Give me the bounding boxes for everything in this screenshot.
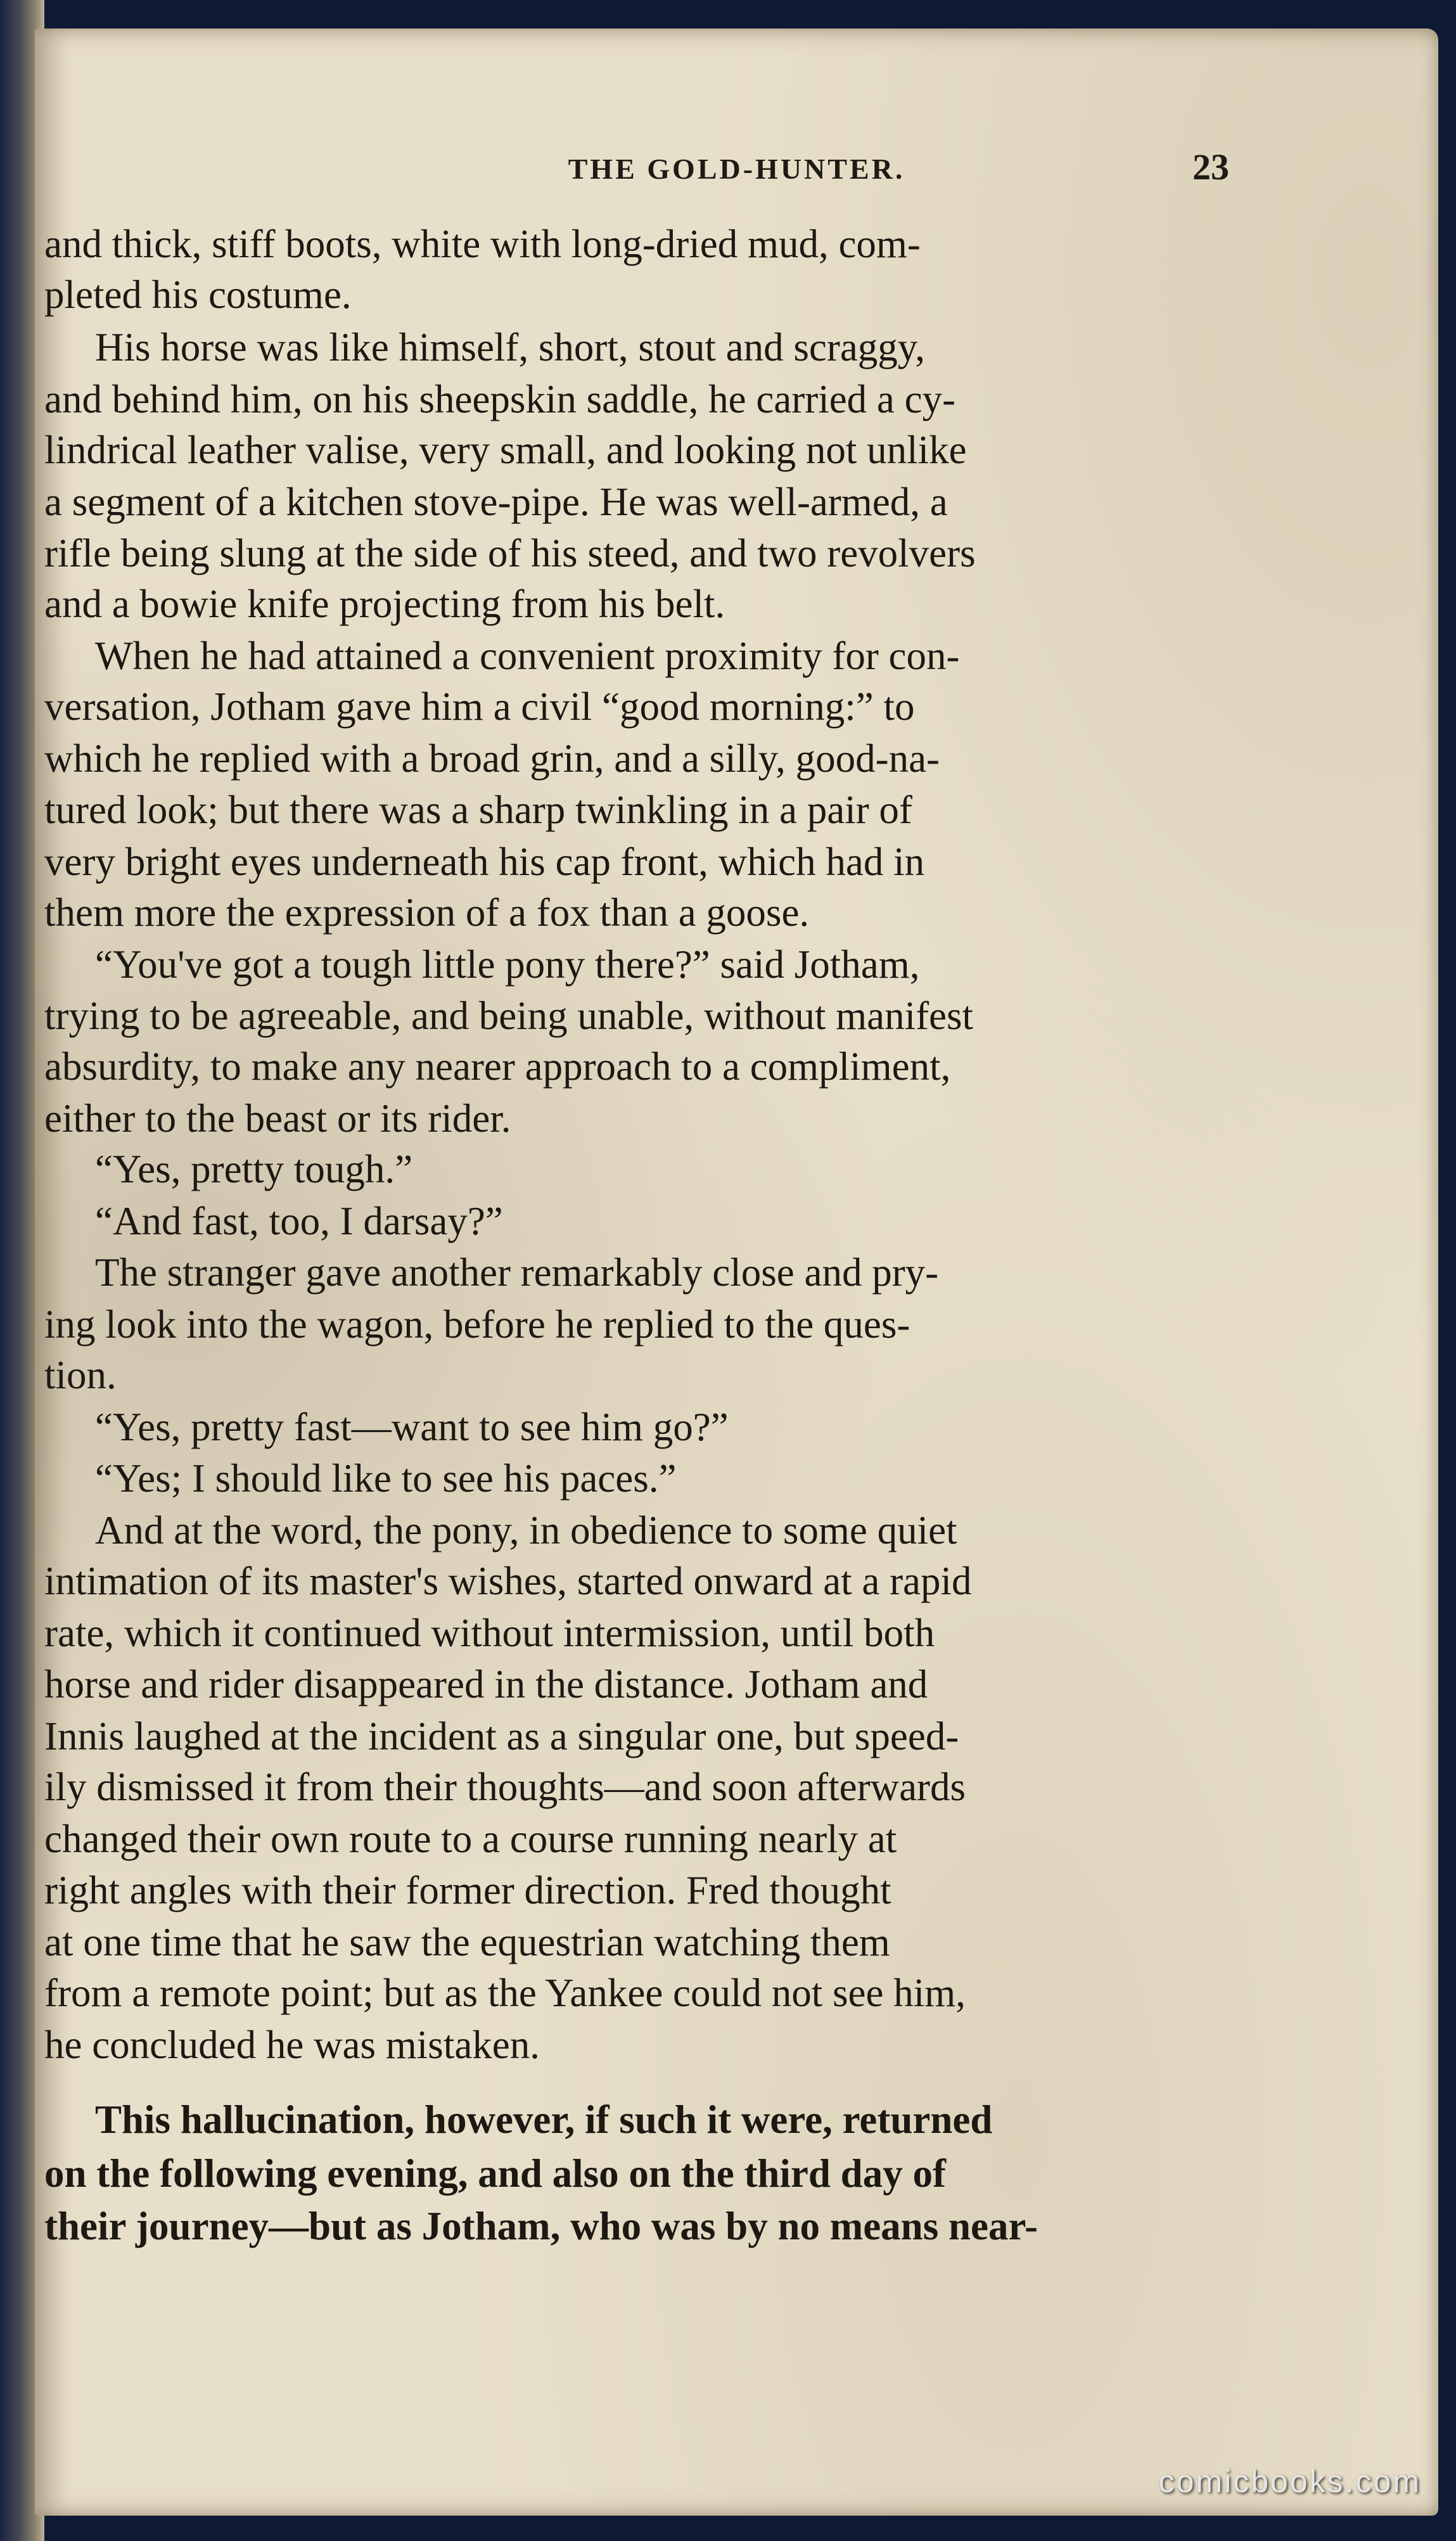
- text-line: he concluded he was mistaken.: [44, 2023, 540, 2067]
- text-line: “Yes, pretty fast—want to see him go?”: [95, 1405, 729, 1449]
- text-line: very bright eyes underneath his cap front, which had in: [44, 840, 925, 884]
- text-line: Innis laughed at the incident as a singular one, but speed-: [44, 1714, 959, 1758]
- text-line: absurdity, to make any nearer approach to a compliment,: [44, 1044, 951, 1089]
- text-line: either to the beast or its rider.: [44, 1096, 511, 1141]
- text-line: lindrical leather valise, very small, and looking not unlike: [44, 428, 967, 472]
- text-line: changed their own route to a course running nearly at: [44, 1817, 897, 1861]
- running-title: THE GOLD-HUNTER.: [568, 153, 905, 185]
- text-line: them more the expression of a fox than a goose.: [44, 890, 810, 935]
- text-line: When he had attained a convenient proximity for con-: [95, 634, 960, 678]
- text-line: horse and rider disappeared in the distance. Jotham and: [44, 1662, 928, 1706]
- text-line: His horse was like himself, short, stout and scraggy,: [95, 325, 925, 369]
- text-line: their journey—but as Jotham, who was by no means near-: [44, 2204, 1038, 2248]
- text-line: right angles with their former direction. Fred thought: [44, 1868, 891, 1912]
- text-line: rate, which it continued without intermission, until both: [44, 1611, 935, 1655]
- text-line: rifle being slung at the side of his steed, and two revolvers: [44, 531, 976, 575]
- text-line: The stranger gave another remarkably close and pry-: [95, 1250, 939, 1295]
- text-line: And at the word, the pony, in obedience to some quiet: [95, 1508, 957, 1552]
- page-header: [35, 133, 1438, 190]
- text-line: “You've got a tough little pony there?” said Jotham,: [95, 942, 920, 987]
- text-line: trying to be agreeable, and being unable, without manifest: [44, 994, 974, 1038]
- text-line: and a bowie knife projecting from his belt.: [44, 582, 725, 626]
- text-line: from a remote point; but as the Yankee could not see him,: [44, 1971, 966, 2015]
- text-line: “Yes; I should like to see his paces.”: [95, 1456, 677, 1501]
- text-line: This hallucination, however, if such it were, returned: [95, 2097, 993, 2142]
- text-line: and thick, stiff boots, white with long-dried mud, com-: [44, 222, 921, 266]
- text-line: versation, Jotham gave him a civil “good morning:” to: [44, 684, 915, 729]
- text-line: pleted his costume.: [44, 272, 352, 317]
- text-line: a segment of a kitchen stove-pipe. He was well-armed, a: [44, 480, 948, 524]
- book-page: [35, 29, 1438, 2516]
- text-line: tured look; but there was a sharp twinkling in a pair of: [44, 788, 912, 832]
- text-line: at one time that he saw the equestrian watching them: [44, 1920, 890, 1964]
- text-line: ily dismissed it from their thoughts—and soon afterwards: [44, 1765, 966, 1809]
- text-line: tion.: [44, 1353, 117, 1397]
- text-line: and behind him, on his sheepskin saddle, he carried a cy-: [44, 377, 956, 421]
- text-line: “And fast, too, I darsay?”: [95, 1199, 503, 1243]
- text-line: on the following evening, and also on the third day of: [44, 2151, 946, 2196]
- page-number: 23: [1192, 146, 1229, 188]
- text-line: “Yes, pretty tough.”: [95, 1147, 413, 1191]
- text-line: intimation of its master's wishes, started onward at a rapid: [44, 1559, 972, 1603]
- text-line: which he replied with a broad grin, and a silly, good-na-: [44, 736, 940, 781]
- text-line: ing look into the wagon, before he replied to the ques-: [44, 1302, 910, 1347]
- watermark: comicbooks.com: [1158, 2464, 1421, 2499]
